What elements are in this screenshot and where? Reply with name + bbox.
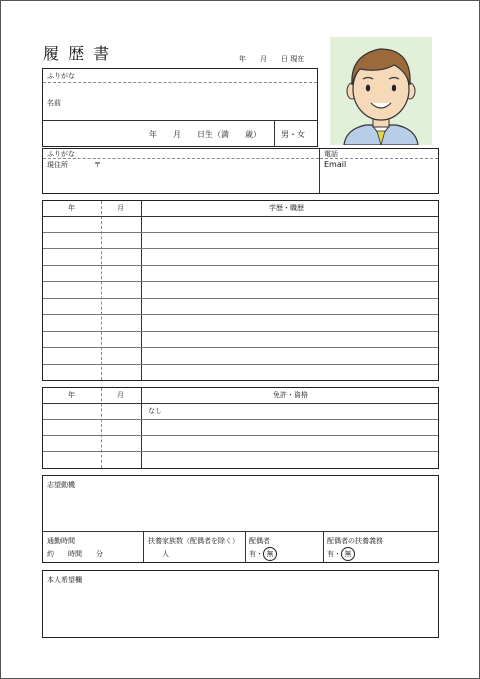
licenses-col-year: 年: [68, 391, 75, 399]
phone-divider-line: [320, 158, 438, 159]
birth-date-label: 年 月 日生（満 歳）: [149, 130, 261, 139]
name-bottom-line: [43, 120, 317, 121]
commute-label: 通勤時間: [47, 537, 75, 545]
date-label: 年 月 日 現在: [239, 55, 305, 63]
spouse-yes-option: 有・: [249, 550, 263, 558]
spouse-no-option-circled: 無: [263, 547, 277, 561]
support-no-option-circled: 無: [341, 547, 355, 561]
licenses-first-entry: なし: [148, 407, 162, 415]
phone-label: 電話: [324, 150, 338, 158]
address-box: [42, 148, 439, 194]
history-row-line: [43, 331, 438, 332]
details-divider-3: [323, 531, 324, 562]
dependents-label: 扶養家族数（配偶者を除く）: [148, 537, 239, 545]
address-furigana-divider: [43, 158, 319, 159]
address-furigana-label: ふりがな: [47, 150, 75, 158]
person-avatar-icon: [330, 37, 432, 145]
licenses-header-line: [43, 403, 438, 404]
history-row-line: [43, 232, 438, 233]
support-yes-option: 有・: [327, 550, 341, 558]
licenses-month-content-divider: [141, 388, 142, 468]
dependents-value: 人: [162, 550, 169, 558]
history-col-year: 年: [68, 204, 75, 212]
motivation-label: 志望動機: [47, 481, 75, 489]
history-row-line: [43, 248, 438, 249]
history-row-line: [43, 347, 438, 348]
history-header-line: [43, 216, 438, 217]
licenses-year-month-divider: [101, 388, 102, 468]
details-divider-2: [245, 531, 246, 562]
licenses-col-content: 免許・資格: [273, 391, 308, 399]
phone-divider: [319, 149, 320, 193]
spouse-options: [249, 547, 277, 561]
id-photo: [330, 37, 432, 145]
licenses-row-line: [43, 435, 438, 436]
email-label: Email: [324, 160, 347, 169]
history-row-line: [43, 298, 438, 299]
details-divider-1: [143, 531, 144, 562]
resume-title: 履 歴 書: [43, 44, 112, 63]
postal-mark: 〒: [94, 161, 101, 169]
commute-value: 約 時間 分: [47, 550, 103, 558]
history-row-line: [43, 265, 438, 266]
history-col-month: 月: [117, 204, 124, 212]
history-month-content-divider: [141, 201, 142, 380]
history-row-line: [43, 314, 438, 315]
name-label: 名前: [47, 99, 61, 107]
history-row-line: [43, 364, 438, 365]
history-year-month-divider: [101, 201, 102, 380]
licenses-col-month: 月: [117, 391, 124, 399]
licenses-row-line: [43, 451, 438, 452]
gender-label: 男・女: [281, 130, 305, 139]
address-label: 現住所: [47, 161, 68, 169]
licenses-row-line: [43, 419, 438, 420]
details-top-line: [43, 531, 438, 532]
furigana-label: ふりがな: [47, 72, 75, 80]
wishes-box: [42, 570, 439, 638]
furigana-divider: [43, 82, 317, 83]
support-label: 配偶者の扶養義務: [327, 537, 383, 545]
wishes-label: 本人希望欄: [47, 576, 82, 584]
gender-divider: [274, 120, 275, 146]
spouse-label: 配偶者: [249, 537, 270, 545]
support-options: [327, 547, 355, 561]
history-col-content: 学歴・職歴: [269, 204, 304, 212]
history-row-line: [43, 281, 438, 282]
